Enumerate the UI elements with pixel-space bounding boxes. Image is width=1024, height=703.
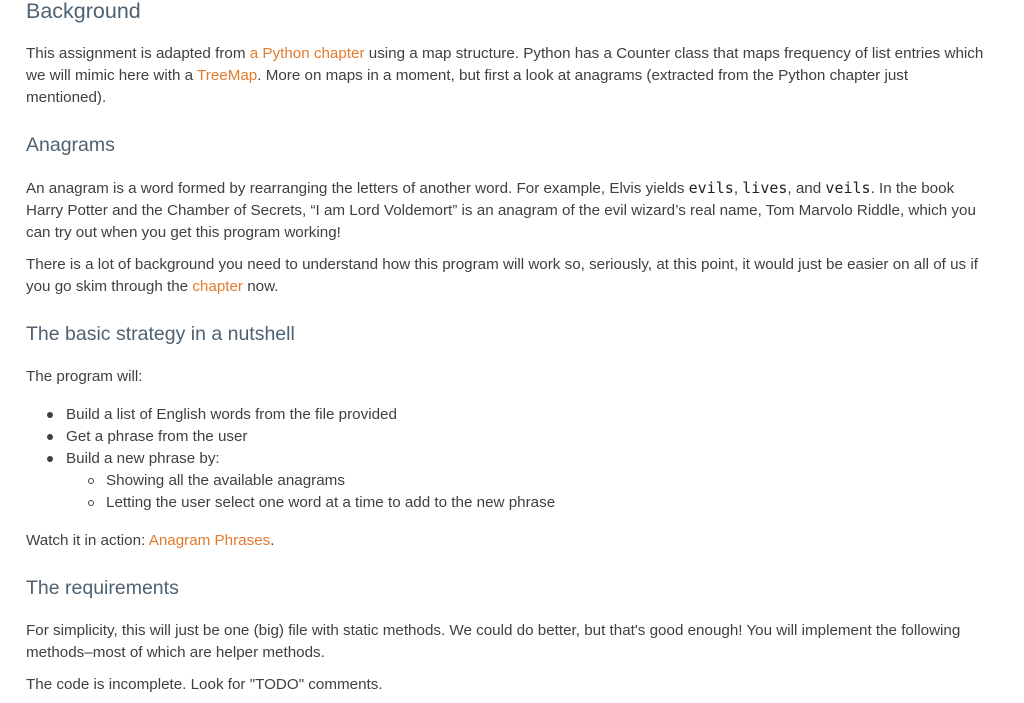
heading-strategy: The basic strategy in a nutshell — [26, 323, 295, 345]
text-segment: Watch it in action: — [26, 532, 149, 549]
list-item-text: Build a list of English words from the file provided — [66, 406, 397, 423]
list-item — [26, 426, 992, 448]
text-segment: . In the book Harry Potter and the Chamber of Secrets, “I am Lord Voldemort” is an anagram of the evil wizard’s real name, Tom Marvolo Riddle, which you can try out when you get this program working! — [26, 180, 976, 241]
code-lives: lives — [742, 179, 788, 197]
text-segment: . — [270, 532, 275, 549]
link-chapter[interactable]: chapter — [192, 278, 243, 295]
text-segment: . More on maps in a moment, but first a look at anagrams (extracted from the Python chapter just mentioned). — [26, 67, 909, 106]
text-segment: , — [733, 180, 743, 197]
list-item-text: Build a new phrase by: — [66, 450, 220, 467]
paragraph-requirements-intro: For simplicity, this will just be one (big) file with static methods. We could do better, but that's good enough! You will implement the following methods–most of which are helper methods. — [26, 622, 961, 661]
sublist-item — [66, 470, 992, 492]
text-segment: An anagram is a word formed by rearranging the letters of another word. For example, Elvis yields — [26, 180, 689, 197]
heading-requirements: The requirements — [26, 577, 179, 599]
sublist-item-text: Showing all the available anagrams — [106, 472, 345, 489]
paragraph-background-intro — [26, 43, 992, 109]
link-anagram-phrases[interactable]: Anagram Phrases — [148, 532, 271, 549]
paragraph-anagram-background — [26, 254, 992, 298]
sublist-item — [66, 492, 992, 514]
heading-anagrams: Anagrams — [26, 134, 115, 156]
list-item-text: Get a phrase from the user — [66, 428, 248, 445]
bullet-icon — [47, 434, 53, 440]
strategy-sublist — [66, 470, 992, 514]
paragraph-watch — [26, 530, 992, 552]
hollow-bullet-icon — [88, 478, 94, 484]
sublist-item-text: Letting the user select one word at a time to add to the new phrase — [106, 494, 556, 511]
document-body — [26, 0, 992, 696]
paragraph-requirements-todo: The code is incomplete. Look for "TODO" comments. — [26, 676, 383, 693]
text-segment: , and — [787, 180, 826, 197]
text-segment: There is a lot of background you need to understand how this program will work so, seriously, at this point, it would just be easier on all of us if you go skim through the — [26, 256, 978, 295]
code-veils: veils — [825, 179, 871, 197]
paragraph-anagram-definition — [26, 177, 992, 244]
link-treemap[interactable]: TreeMap — [197, 67, 258, 84]
bullet-icon — [47, 456, 53, 462]
text-segment: This assignment is adapted from — [26, 45, 250, 62]
list-item — [26, 448, 992, 514]
hollow-bullet-icon — [88, 500, 94, 506]
text-segment: using a map structure. Python has a Counter class that maps frequency of list entries which we will mimic here with a — [26, 45, 984, 84]
list-item — [26, 404, 992, 426]
paragraph-program-will: The program will: — [26, 368, 143, 385]
heading-background: Background — [26, 0, 141, 23]
text-segment: now. — [243, 278, 279, 295]
strategy-list — [26, 404, 992, 514]
code-evils: evils — [688, 179, 734, 197]
link-python-chapter[interactable]: a Python chapter — [249, 45, 365, 62]
bullet-icon — [47, 412, 53, 418]
